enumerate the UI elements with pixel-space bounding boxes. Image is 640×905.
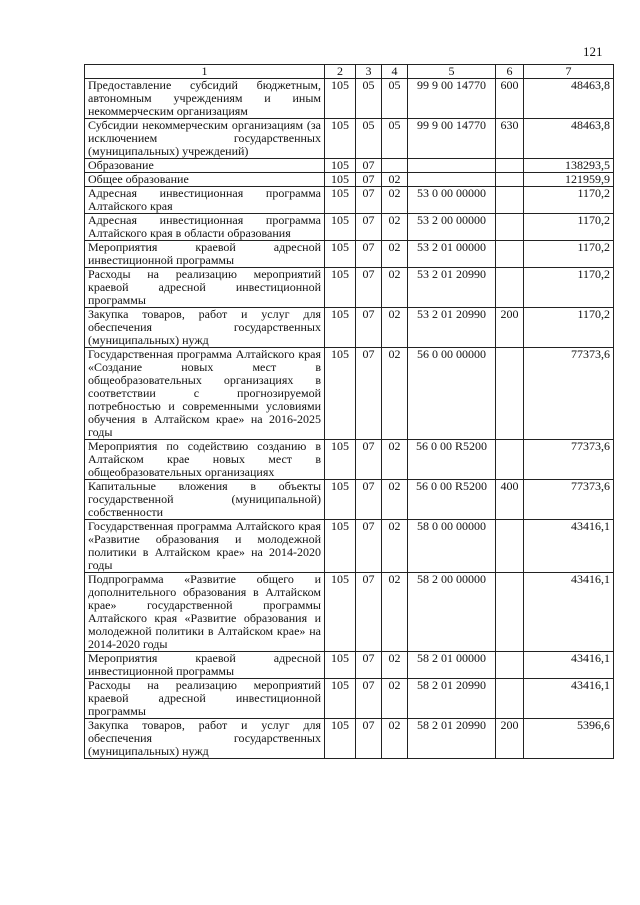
ministry-code-cell: 105 — [325, 520, 356, 573]
expense-type-cell: 600 — [496, 79, 524, 119]
table-row — [85, 480, 614, 520]
target-code-cell: 56 0 00 R5200 — [408, 440, 496, 480]
section-code-cell: 07 — [356, 480, 382, 520]
expense-type-cell — [496, 268, 524, 308]
ministry-code-cell: 105 — [325, 159, 356, 173]
target-code-cell: 53 2 00 00000 — [408, 214, 496, 241]
expense-type-cell — [496, 173, 524, 187]
column-header: 6 — [496, 65, 524, 79]
subsection-code-cell: 02 — [382, 173, 408, 187]
amount-cell: 5396,6 — [524, 719, 614, 759]
expense-type-cell — [496, 520, 524, 573]
row-name-cell: Государственная программа Алтайского края «Создание новых мест в общеобразовательных организациях в соответствии с прогнозируемой потребностью и современными условиями обучения в Алтайском крае» на 2016-2025 годы — [85, 348, 325, 440]
expense-type-cell — [496, 214, 524, 241]
table-row — [85, 119, 614, 159]
section-code-cell: 07 — [356, 187, 382, 214]
row-name-cell: Капитальные вложения в объекты государственной (муниципальной) собственности — [85, 480, 325, 520]
row-name-cell: Мероприятия краевой адресной инвестиционной программы — [85, 652, 325, 679]
row-name-cell: Образование — [85, 159, 325, 173]
amount-cell: 1170,2 — [524, 214, 614, 241]
column-header: 4 — [382, 65, 408, 79]
table-row — [85, 214, 614, 241]
ministry-code-cell: 105 — [325, 119, 356, 159]
subsection-code-cell: 02 — [382, 308, 408, 348]
column-number-row — [85, 65, 614, 79]
target-code-cell: 99 9 00 14770 — [408, 79, 496, 119]
ministry-code-cell: 105 — [325, 719, 356, 759]
expense-type-cell — [496, 187, 524, 214]
expense-type-cell — [496, 348, 524, 440]
column-header: 2 — [325, 65, 356, 79]
expense-type-cell: 400 — [496, 480, 524, 520]
section-code-cell: 05 — [356, 79, 382, 119]
ministry-code-cell: 105 — [325, 268, 356, 308]
amount-cell: 1170,2 — [524, 308, 614, 348]
amount-cell: 43416,1 — [524, 652, 614, 679]
subsection-code-cell: 02 — [382, 679, 408, 719]
row-name-cell: Государственная программа Алтайского края «Развитие образования и молодежной политики в Алтайском крае» на 2014-2020 годы — [85, 520, 325, 573]
table-row — [85, 268, 614, 308]
column-header: 7 — [524, 65, 614, 79]
subsection-code-cell — [382, 159, 408, 173]
ministry-code-cell: 105 — [325, 79, 356, 119]
ministry-code-cell: 105 — [325, 573, 356, 652]
target-code-cell: 56 0 00 00000 — [408, 348, 496, 440]
row-name-cell: Закупка товаров, работ и услуг для обеспечения государственных (муниципальных) нужд — [85, 719, 325, 759]
table-body — [85, 79, 614, 759]
expense-type-cell — [496, 241, 524, 268]
table-row — [85, 719, 614, 759]
section-code-cell: 07 — [356, 308, 382, 348]
ministry-code-cell: 105 — [325, 679, 356, 719]
ministry-code-cell: 105 — [325, 173, 356, 187]
amount-cell: 48463,8 — [524, 79, 614, 119]
page-number: 121 — [583, 44, 603, 59]
amount-cell: 48463,8 — [524, 119, 614, 159]
row-name-cell: Субсидии некоммерческим организациям (за исключением государственных (муниципальных) учреждений) — [85, 119, 325, 159]
column-header: 1 — [85, 65, 325, 79]
ministry-code-cell: 105 — [325, 308, 356, 348]
row-name-cell: Подпрограмма «Развитие общего и дополнительного образования в Алтайском крае» государственной программы Алтайского края «Развитие образования и молодежной политики в Алтайском крае» на 2014-2020 годы — [85, 573, 325, 652]
table-row — [85, 679, 614, 719]
amount-cell: 43416,1 — [524, 573, 614, 652]
table-row — [85, 159, 614, 173]
amount-cell: 1170,2 — [524, 187, 614, 214]
subsection-code-cell: 02 — [382, 573, 408, 652]
section-code-cell: 07 — [356, 652, 382, 679]
table-row — [85, 520, 614, 573]
table-row — [85, 187, 614, 214]
target-code-cell: 58 2 01 20990 — [408, 679, 496, 719]
section-code-cell: 05 — [356, 119, 382, 159]
target-code-cell: 53 2 01 20990 — [408, 268, 496, 308]
target-code-cell: 58 2 01 00000 — [408, 652, 496, 679]
target-code-cell: 53 2 01 20990 — [408, 308, 496, 348]
ministry-code-cell: 105 — [325, 241, 356, 268]
subsection-code-cell: 05 — [382, 79, 408, 119]
section-code-cell: 07 — [356, 573, 382, 652]
target-code-cell: 58 2 00 00000 — [408, 573, 496, 652]
row-name-cell: Мероприятия по содействию созданию в Алтайском крае новых мест в общеобразовательных организациях — [85, 440, 325, 480]
ministry-code-cell: 105 — [325, 214, 356, 241]
amount-cell: 77373,6 — [524, 440, 614, 480]
section-code-cell: 07 — [356, 241, 382, 268]
amount-cell: 1170,2 — [524, 241, 614, 268]
subsection-code-cell: 05 — [382, 119, 408, 159]
table-row — [85, 308, 614, 348]
subsection-code-cell: 02 — [382, 652, 408, 679]
row-name-cell: Закупка товаров, работ и услуг для обеспечения государственных (муниципальных) нужд — [85, 308, 325, 348]
expense-type-cell — [496, 652, 524, 679]
row-name-cell: Адресная инвестиционная программа Алтайского края в области образования — [85, 214, 325, 241]
table-row — [85, 173, 614, 187]
subsection-code-cell: 02 — [382, 187, 408, 214]
subsection-code-cell: 02 — [382, 480, 408, 520]
expense-type-cell — [496, 573, 524, 652]
amount-cell: 77373,6 — [524, 348, 614, 440]
ministry-code-cell: 105 — [325, 187, 356, 214]
column-header: 3 — [356, 65, 382, 79]
subsection-code-cell: 02 — [382, 719, 408, 759]
column-header: 5 — [408, 65, 496, 79]
section-code-cell: 07 — [356, 268, 382, 308]
target-code-cell: 58 0 00 00000 — [408, 520, 496, 573]
subsection-code-cell: 02 — [382, 268, 408, 308]
expense-type-cell: 630 — [496, 119, 524, 159]
row-name-cell: Расходы на реализацию мероприятий краевой адресной инвестиционной программы — [85, 268, 325, 308]
expense-type-cell: 200 — [496, 308, 524, 348]
budget-table — [84, 64, 614, 759]
expense-type-cell — [496, 440, 524, 480]
amount-cell: 43416,1 — [524, 520, 614, 573]
ministry-code-cell: 105 — [325, 348, 356, 440]
ministry-code-cell: 105 — [325, 480, 356, 520]
table-row — [85, 440, 614, 480]
target-code-cell: 53 2 01 00000 — [408, 241, 496, 268]
ministry-code-cell: 105 — [325, 652, 356, 679]
target-code-cell — [408, 159, 496, 173]
subsection-code-cell: 02 — [382, 440, 408, 480]
section-code-cell: 07 — [356, 214, 382, 241]
section-code-cell: 07 — [356, 348, 382, 440]
subsection-code-cell: 02 — [382, 241, 408, 268]
section-code-cell: 07 — [356, 520, 382, 573]
amount-cell: 77373,6 — [524, 480, 614, 520]
target-code-cell: 58 2 01 20990 — [408, 719, 496, 759]
table-row — [85, 348, 614, 440]
row-name-cell: Предоставление субсидий бюджетным, автономным учреждениям и иным некоммерческим организациям — [85, 79, 325, 119]
section-code-cell: 07 — [356, 719, 382, 759]
section-code-cell: 07 — [356, 440, 382, 480]
expense-type-cell: 200 — [496, 719, 524, 759]
row-name-cell: Общее образование — [85, 173, 325, 187]
subsection-code-cell: 02 — [382, 348, 408, 440]
target-code-cell — [408, 173, 496, 187]
subsection-code-cell: 02 — [382, 214, 408, 241]
table-row — [85, 79, 614, 119]
target-code-cell: 56 0 00 R5200 — [408, 480, 496, 520]
subsection-code-cell: 02 — [382, 520, 408, 573]
row-name-cell: Расходы на реализацию мероприятий краевой адресной инвестиционной программы — [85, 679, 325, 719]
table-row — [85, 573, 614, 652]
row-name-cell: Адресная инвестиционная программа Алтайского края — [85, 187, 325, 214]
section-code-cell: 07 — [356, 679, 382, 719]
ministry-code-cell: 105 — [325, 440, 356, 480]
table-row — [85, 652, 614, 679]
section-code-cell: 07 — [356, 159, 382, 173]
table-row — [85, 241, 614, 268]
section-code-cell: 07 — [356, 173, 382, 187]
amount-cell: 1170,2 — [524, 268, 614, 308]
amount-cell: 138293,5 — [524, 159, 614, 173]
target-code-cell: 99 9 00 14770 — [408, 119, 496, 159]
amount-cell: 43416,1 — [524, 679, 614, 719]
row-name-cell: Мероприятия краевой адресной инвестиционной программы — [85, 241, 325, 268]
amount-cell: 121959,9 — [524, 173, 614, 187]
target-code-cell: 53 0 00 00000 — [408, 187, 496, 214]
expense-type-cell — [496, 159, 524, 173]
expense-type-cell — [496, 679, 524, 719]
